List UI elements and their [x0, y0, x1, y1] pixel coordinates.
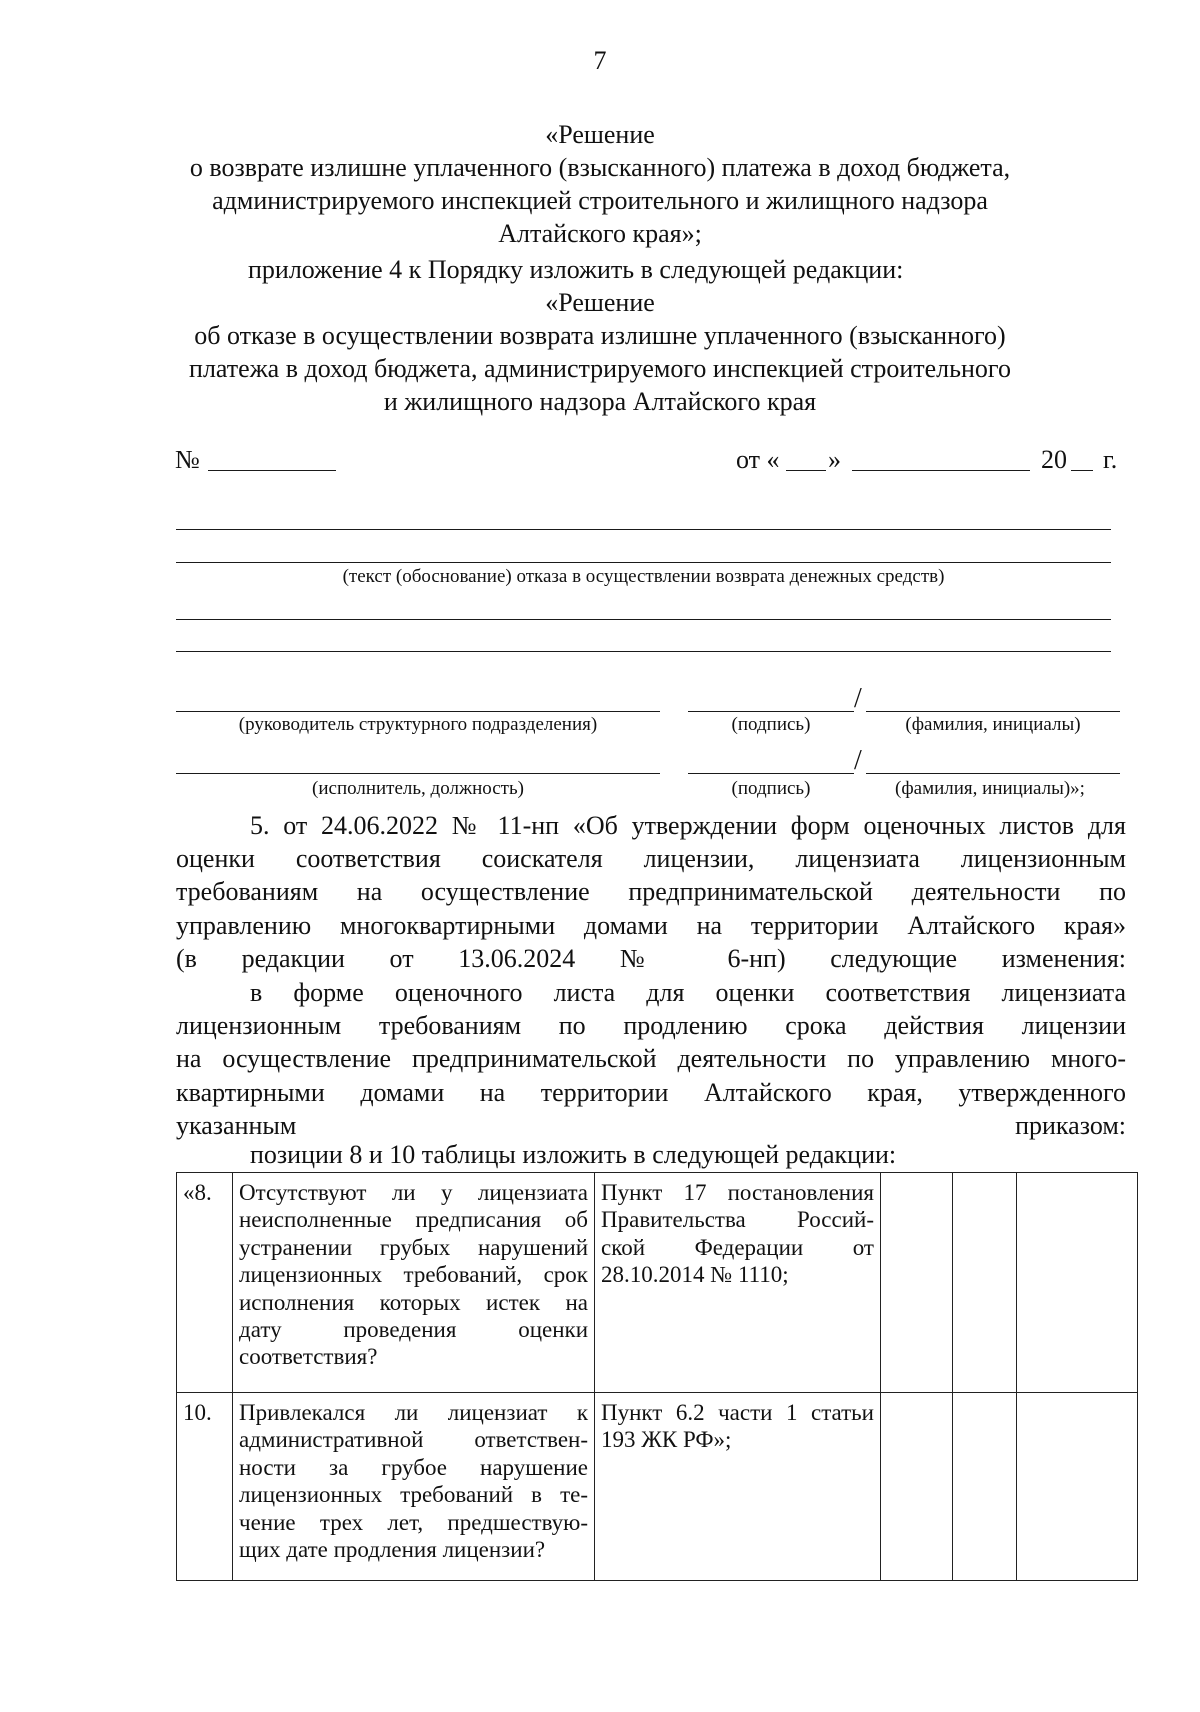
cell-line: ской Федерации от [601, 1234, 874, 1260]
paragraph-line: на осуществление предпринимательской деятельности по управлению много- [176, 1044, 1126, 1074]
cell-line: исполнения которых истек на [239, 1289, 588, 1315]
reason-line [176, 562, 1111, 563]
executor-blank [176, 773, 660, 774]
decision-line: администрируемого инспекцией строительного и жилищного надзора [212, 186, 988, 215]
decision-line: Алтайского края»; [498, 219, 702, 248]
question-cell [233, 1393, 595, 1581]
cell-line: чение трех лет, предшествую- [239, 1509, 588, 1535]
month-blank [852, 470, 1030, 471]
cell-line: Привлекался ли лицензиат к [239, 1400, 588, 1425]
question-cell [233, 1173, 595, 1393]
reason-caption: (текст (обоснование) отказа в осуществлении возврата денежных средств) [342, 566, 945, 587]
reason-line [176, 619, 1111, 620]
paragraph-line: в форме оценочного листа для оценки соответствия лицензиата [250, 978, 1126, 1007]
cell-line: Пункт 6.2 части 1 статьи [601, 1400, 874, 1425]
cell-line: 28.10.2014 № 1110; [601, 1262, 789, 1288]
empty-cell [953, 1393, 1017, 1581]
name-caption: (фамилия, инициалы)»; [895, 778, 1085, 799]
page-number: 7 [593, 46, 607, 75]
signature-caption: (подпись) [731, 714, 811, 735]
cell-line: Правительства Россий- [601, 1207, 874, 1233]
cell-line: неисполненные предписания об [239, 1207, 588, 1233]
cell-line: лицензионных требований, срок [239, 1262, 588, 1288]
paragraph-5 [176, 809, 1126, 975]
head-name-blank [866, 711, 1120, 712]
cell-line: административной ответствен- [239, 1427, 588, 1453]
cell-line: лицензионных требований в те- [239, 1482, 588, 1508]
paragraph-positions: позиции 8 и 10 таблицы изложить в следующей редакции: [250, 1140, 897, 1169]
row-number: «8. [177, 1173, 233, 1393]
decision-line: платежа в доход бюджета, администрируемого инспекцией строительного [189, 354, 1011, 383]
cell-line: Пункт 17 постановления [601, 1180, 874, 1205]
year-blank [1071, 470, 1093, 471]
signature-slash: / [854, 745, 862, 776]
cell-line: щих дате продления лицензии? [239, 1537, 546, 1563]
decision-line: и жилищного надзора Алтайского края [383, 387, 817, 416]
table-row [177, 1393, 1138, 1581]
paragraph-line: оценки соответствия соискателя лицензии, лицензиата лицензионным [176, 844, 1126, 874]
empty-cell [953, 1173, 1017, 1393]
cell-line: Отсутствуют ли у лицензиата [239, 1180, 588, 1205]
day-blank [786, 470, 826, 471]
paragraph-line: (в редакции от 13.06.2024 № 6-нп) следующие изменения: [176, 943, 1126, 973]
empty-cell [881, 1393, 953, 1581]
paragraph-line: требованиям на осуществление предпринимательской деятельности по [176, 877, 1126, 907]
cell-line: устранении грубых нарушений [239, 1234, 588, 1260]
cell-line: дату проведения оценки [239, 1317, 588, 1343]
date-quote-close: » [828, 445, 841, 474]
paragraph-line: 5. от 24.06.2022 № 11-нп «Об утверждении форм оценочных листов для [250, 811, 1126, 840]
cell-line: ности за грубое нарушение [239, 1454, 588, 1480]
year-suffix: г. [1103, 445, 1118, 474]
head-caption: (руководитель структурного подразделения) [238, 714, 598, 735]
cell-line: 193 ЖК РФ»; [601, 1427, 732, 1453]
empty-cell [1017, 1173, 1138, 1393]
paragraph-line: квартирными домами на территории Алтайского края, утвержденного [176, 1077, 1126, 1107]
paragraph-line: указанным приказом: [176, 1110, 1126, 1140]
paragraph-line: управлению многоквартирными домами на территории Алтайского края» [176, 910, 1126, 940]
decision-line: о возврате излишне уплаченного (взысканного) платежа в доход бюджета, [189, 153, 1011, 182]
empty-cell [1017, 1393, 1138, 1581]
reference-cell [595, 1173, 881, 1393]
reason-line [176, 651, 1111, 652]
number-sign: № [175, 445, 200, 474]
row-number: 10. [177, 1393, 233, 1581]
executor-signature-blank [688, 773, 854, 774]
decision-heading-2 [150, 286, 1050, 418]
reason-line [176, 529, 1111, 530]
head-blank [176, 711, 660, 712]
signature-caption: (подпись) [731, 778, 811, 799]
reference-cell [595, 1393, 881, 1581]
empty-cell [881, 1173, 953, 1393]
decision-line: об отказе в осуществлении возврата излишне уплаченного (взысканного) [194, 321, 1006, 350]
date-from-label: от « [736, 445, 780, 474]
decision-title: «Решение [545, 288, 655, 317]
decision-title: «Решение [545, 120, 655, 149]
annex-intro: приложение 4 к Порядку изложить в следующей редакции: [248, 255, 904, 284]
evaluation-table [176, 1172, 1138, 1581]
cell-line: соответствия? [239, 1344, 378, 1370]
signature-slash: / [854, 683, 862, 714]
number-blank [208, 470, 336, 471]
decision-heading-1 [150, 118, 1050, 250]
executor-caption: (исполнитель, должность) [312, 778, 524, 799]
paragraph-line: лицензионным требованиям по продлению срока действия лицензии [176, 1011, 1126, 1041]
executor-name-blank [866, 773, 1120, 774]
table-row [177, 1173, 1138, 1393]
head-signature-blank [688, 711, 854, 712]
name-caption: (фамилия, инициалы) [905, 714, 1081, 735]
paragraph-form [176, 976, 1126, 1142]
year-prefix: 20 [1041, 445, 1067, 474]
